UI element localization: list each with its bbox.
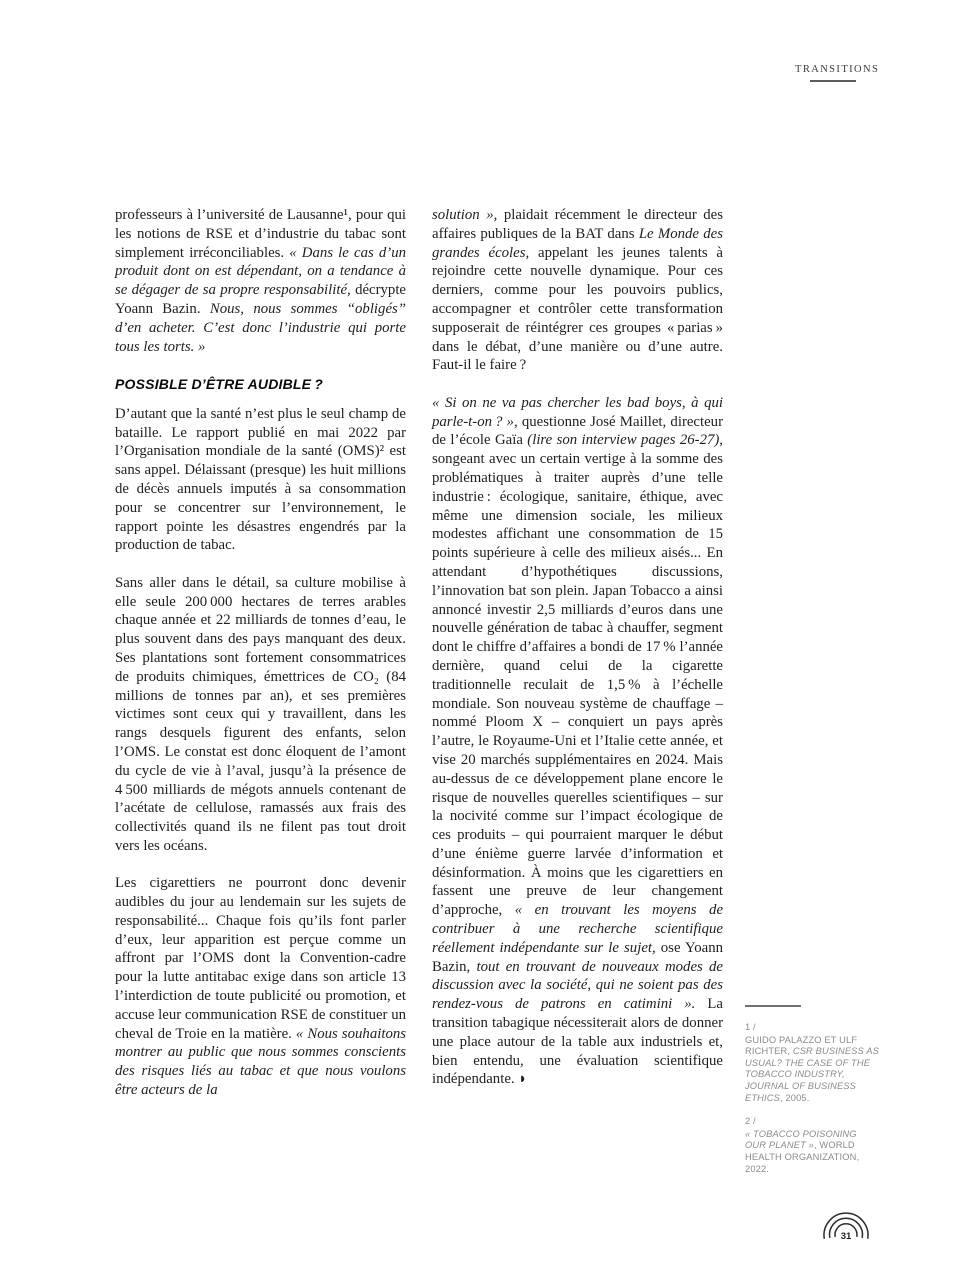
text-run-quote: « Nous souhaitons montrer au public que nous sommes conscients des risques liés au tabac et que nous voulons être acteurs de la [115,1025,406,1099]
text-run-quote: « en trouvant les moyens de contribuer à une recherche scientifique réellement indépendante sur le sujet, [432,902,724,956]
paragraph-right-2 [432,394,723,1089]
text-run: décrypte Yoann Bazin. [115,282,406,317]
rubric-header [795,64,880,82]
arcs-icon [815,1206,877,1248]
text-run-end-mark: La transition tabagique nécessiterait alors de donner une place autour de la table aux industriels et, bien entendu, une évaluation scientifique indépendante. ◗ [432,996,723,1088]
text-run-quote: Nous, nous sommes “obligés” d’en acheter. C’est donc l’industrie qui porte tous les torts. » [115,300,406,355]
text-run: plaidait récemment le directeur des affaires publiques de la BAT dans [432,207,723,242]
paragraph-right-1 [432,206,723,375]
text-run: Sans aller dans le détail, sa culture mobilise à elle seule 200 000 hectares de terres arables chaque année et 22 milliards de tonnes d’eau, le plus souvent dans des pays manquant des deux. Ses plantations sont fortement consommatrices de produits chimiques, émettrices de CO₂ (84 millions de tonnes par an), et ses premières victimes sont ceux qui y travaillent, dans les rangs desquels figurent des enfants, selon l’OMS. Le constat est donc éloquent de l’amont du cycle de vie à l’aval, jusqu’à la présence de 4 500 milliards de mégots annuels contenant de l’acétate de cellulose, ramassés aux frais des collectivités quand ils ne filent pas tout droit vers les océans. [115,574,406,854]
paragraph-left-4 [115,874,406,1100]
column-left [115,206,406,1100]
text-run: ose Yoann Bazin, [432,939,723,975]
footnote-1-number: 1 / [745,1022,756,1032]
concentric-arcs-logo [815,1206,877,1248]
footnote-2-number: 2 / [745,1116,756,1127]
footnote-text-title: « TOBACCO POISONING OUR PLANET » [745,1128,857,1151]
footnote-text: , WORLD HEALTH ORGANIZATION, 2022. [745,1140,860,1174]
rubric-underline [810,80,856,82]
text-run: questionne José Maillet, directeur de l’école Gaïa [432,413,724,449]
text-run-quote: solution », [432,207,504,223]
footnote-text: GUIDO PALAZZO ET ULF RICHTER, [745,1034,858,1057]
text-run-reference: (lire son interview pages 26-27), [527,432,723,449]
text-run: D’autant que la santé n’est plus le seul champ de bataille. Le rapport publié en mai 2022 par l’Organisation mondiale de la santé (OMS)² est sans appel. Délaissant (presque) les huit millions de décès annuels imputés à sa consommation pour se concentrer sur l’environnement, le rapport pointe les désastres engendrés par la production de tabac. [115,405,406,554]
text-run: Les cigarettiers ne pourront donc devenir audibles du jour au lendemain sur les sujets de responsabilité... Chaque fois qu’ils font parler d’eux, leur apparition est perçue comme un affront par l’OMS dont la Convention-cadre pour la lutte antitabac exige dans son article 13 l’interdiction de toute publicité ou promotion, et accuse leur communication RSE de constituer un cheval de Troie en la matière. [115,875,406,1042]
article-body [115,206,723,1100]
text-run: songeant avec un certain vertige à la somme des problématiques à traiter auprès d’une telle industrie : écologique, sanitaire, éthique, avec même une dimension sociale, les milieux modestes affichant une consommation de 15 points supérieure à celle des milieux aisés... En attendant d’hypothétiques discussions, l’innovation bat son plein. Japan Tobacco a ainsi annoncé investir 2,5 milliards d’euros dans une nouvelle génération de tabac à chauffer, segment dont le chiffre d’affaires a bondi de 17 % l’année dernière, quand celui de la cigarette traditionnelle reculait de 1,5 % à l’échelle mondiale. Son nouveau système de chauffage – nommé Ploom X – conquiert un pays après l’autre, le Royaume-Uni et l’Italie cette année, et vise 20 marchés supplémentaires en 2024. Mais au-dessus de ce développement plane encore le risque de nouvelles querelles scientifiques – sur la nocivité comme sur l’impact écologique de ces produits – qui pourraient marquer le début d’une énième guerre larvée d’information et désinformation. À moins que les cigarettiers en fassent une preuve de leur changement d’approche, [432,451,723,919]
text-run: professeurs à l’université de Lausanne¹, pour qui les notions de RSE et d’industrie du tabac sont simplement irréconciliables. [115,207,406,261]
paragraph-left-3 [115,574,406,856]
section-heading: POSSIBLE D’ÊTRE AUDIBLE ? [115,375,323,392]
text-run-quote: « Si on ne va pas chercher les bad boys, à qui parle-t-on ? », [432,394,723,430]
text-run-quote: « Dans le cas d’un produit dont on est dépendant, on a tendance à se dégager de sa propre responsabilité, [115,244,407,299]
footnote-text-title: CSR BUSINESS AS USUAL? THE CASE OF THE TOBACCO INDUSTRY, JOURNAL OF BUSINESS ETHICS [745,1046,879,1103]
page-number: 31 [840,1231,852,1242]
footnotes [745,1005,879,1187]
text-run: appelant les jeunes talents à rejoindre cette nouvelle dynamique. Pour ces derniers, comme pour les pouvoirs publics, accompagner et contrôler cette transformation supposerait de réintégrer ces groupes « parias » dans le débat, d’une manière ou d’une autre. Faut-il le faire ? [432,244,723,374]
footnote-rule [745,1005,801,1007]
footnote-2 [745,1116,879,1175]
footnote-text: , 2005. [780,1092,810,1103]
text-run-title: Le Monde des grandes écoles, [432,225,723,261]
footnote-1 [745,1022,879,1104]
column-right [432,206,723,1100]
paragraph-left-2 [115,405,406,555]
rubric-label: TRANSITIONS [795,64,880,75]
text-run-quote: tout en trouvant de nouveaux modes de discussion avec la société, qui ne soient pas des rendez-vous de patrons en catimini ». [432,958,723,1013]
paragraph-left-1 [115,206,406,356]
